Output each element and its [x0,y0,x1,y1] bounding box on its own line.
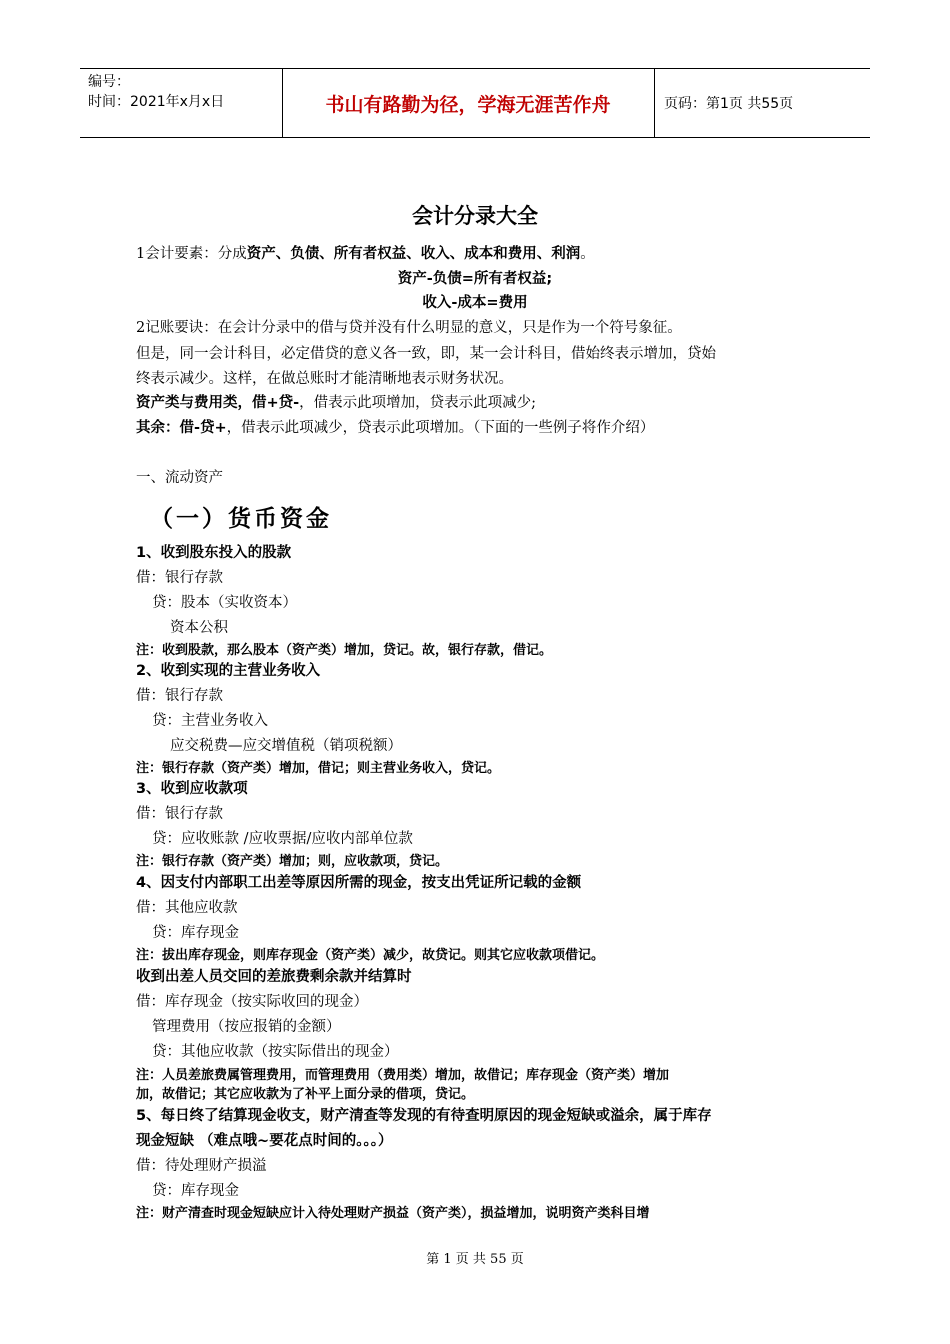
intro-text: 。 [580,246,595,262]
intro-paragraph-3-line-2: 终表示减少。这样，在做总账时才能清晰地表示财务状况。 [136,371,513,387]
entry-debit-line: 借：其他应收款 [136,900,238,916]
entry-credit-line: 贷：库存现金 [152,925,239,941]
equation-1: 资产-负债=所有者权益; [397,271,553,287]
intro-text: ，借表示此项减少，贷表示此项增加。（下面的一些例子将作介绍） [226,420,655,436]
entry-heading: 2、收到实现的主营业务收入 [136,663,321,679]
entry-note: 注：收到股款，那么股本（资产类）增加，贷记。故，银行存款，借记。 [136,643,553,658]
entry-debit-line: 管理费用（按应报销的金额） [152,1019,341,1035]
entry-credit-line: 贷：其他应收款（按实际借出的现金） [152,1044,399,1060]
entry-note: 注：银行存款（资产类）增加，借记；则主营业务收入，贷记。 [136,761,501,776]
entry-debit-line: 借：银行存款 [136,688,223,704]
intro-bold-text: 资产类与费用类，借+贷- [136,395,300,411]
intro-paragraph-4 [136,393,536,413]
entry-credit-line: 贷：股本（实收资本） [152,595,297,611]
entry-heading: 1、收到股东投入的股款 [136,545,292,561]
entry-credit-line: 贷：库存现金 [152,1183,239,1199]
header-motto: 书山有路勤为径，学海无涯苦作舟 [325,93,611,116]
entry-credit-line: 应交税费—应交增值税（销项税额） [170,738,402,754]
entry-heading: 5、每日终了结算现金收支，财产清查等发现的有待查明原因的现金短缺或溢余，属于库存 [136,1108,712,1124]
entry-debit-line: 借：库存现金（按实际收回的现金） [136,994,368,1010]
entry-note: 注：拔出库存现金，则库存现金（资产类）减少，故贷记。则其它应收款项借记。 [136,948,605,963]
entry-heading: 3、收到应收款项 [136,781,248,797]
subsection-heading: （一）货币资金 [150,506,332,532]
intro-text: ，借表示此项增加，贷表示此项减少; [299,395,537,411]
header-divider [654,69,655,137]
document-title: 会计分录大全 [412,204,538,228]
header-page-info: 页码：第1页 共55页 [664,96,794,112]
intro-bold-text: 其余：借-贷+ [136,420,227,436]
page-header [80,68,870,138]
intro-bold-text: 资产、负债、所有者权益、收入、成本和费用、利润 [246,246,581,262]
number-label: 编号： [88,74,130,90]
entry-credit-line: 贷：应收账款 /应收票据/应收内部单位款 [152,831,413,847]
intro-text: 1会计要素：分成 [136,246,247,262]
entry-note: 注：人员差旅费属管理费用，而管理费用（费用类）增加，故借记；库存现金（资产类）增加 [136,1068,670,1083]
section-heading: 一、流动资产 [136,470,223,486]
entry-heading: 现金短缺 （难点哦~要花点时间的。。。） [136,1133,393,1149]
entry-debit-line: 借：银行存款 [136,570,223,586]
entry-credit-line: 贷：主营业务收入 [152,713,268,729]
entry-heading: 4、因支付内部职工出差等原因所需的现金，按支出凭证所记载的金额 [136,875,582,891]
header-meta [88,72,283,112]
entry-credit-line: 资本公积 [170,620,228,636]
entry-debit-line: 借：银行存款 [136,806,223,822]
intro-paragraph-2: 2记账要诀：在会计分录中的借与贷并没有什么明显的意义，只是作为一个符号象征。 [136,320,682,336]
date-line: 时间：2021年x月x日 [88,94,225,110]
entry-note: 加，故借记；其它应收款为了补平上面分录的借项，贷记。 [136,1087,475,1102]
intro-paragraph-1 [136,244,595,264]
equation-2: 收入-成本=费用 [422,295,528,311]
entry-heading: 收到出差人员交回的差旅费剩余款并结算时 [136,969,412,985]
entry-debit-line: 借：待处理财产损溢 [136,1158,267,1174]
page-footer: 第 1 页 共 55 页 [426,1252,524,1267]
intro-paragraph-3-line-1: 但是，同一会计科目，必定借贷的意义各一致，即，某一会计科目，借始终表示增加，贷始 [136,346,716,362]
entry-note: 注：财产清查时现金短缺应计入待处理财产损益（资产类），损益增加，说明资产类科目增 [136,1206,650,1221]
entry-note: 注：银行存款（资产类）增加；则，应收款项，贷记。 [136,854,449,869]
intro-paragraph-5 [136,418,654,438]
